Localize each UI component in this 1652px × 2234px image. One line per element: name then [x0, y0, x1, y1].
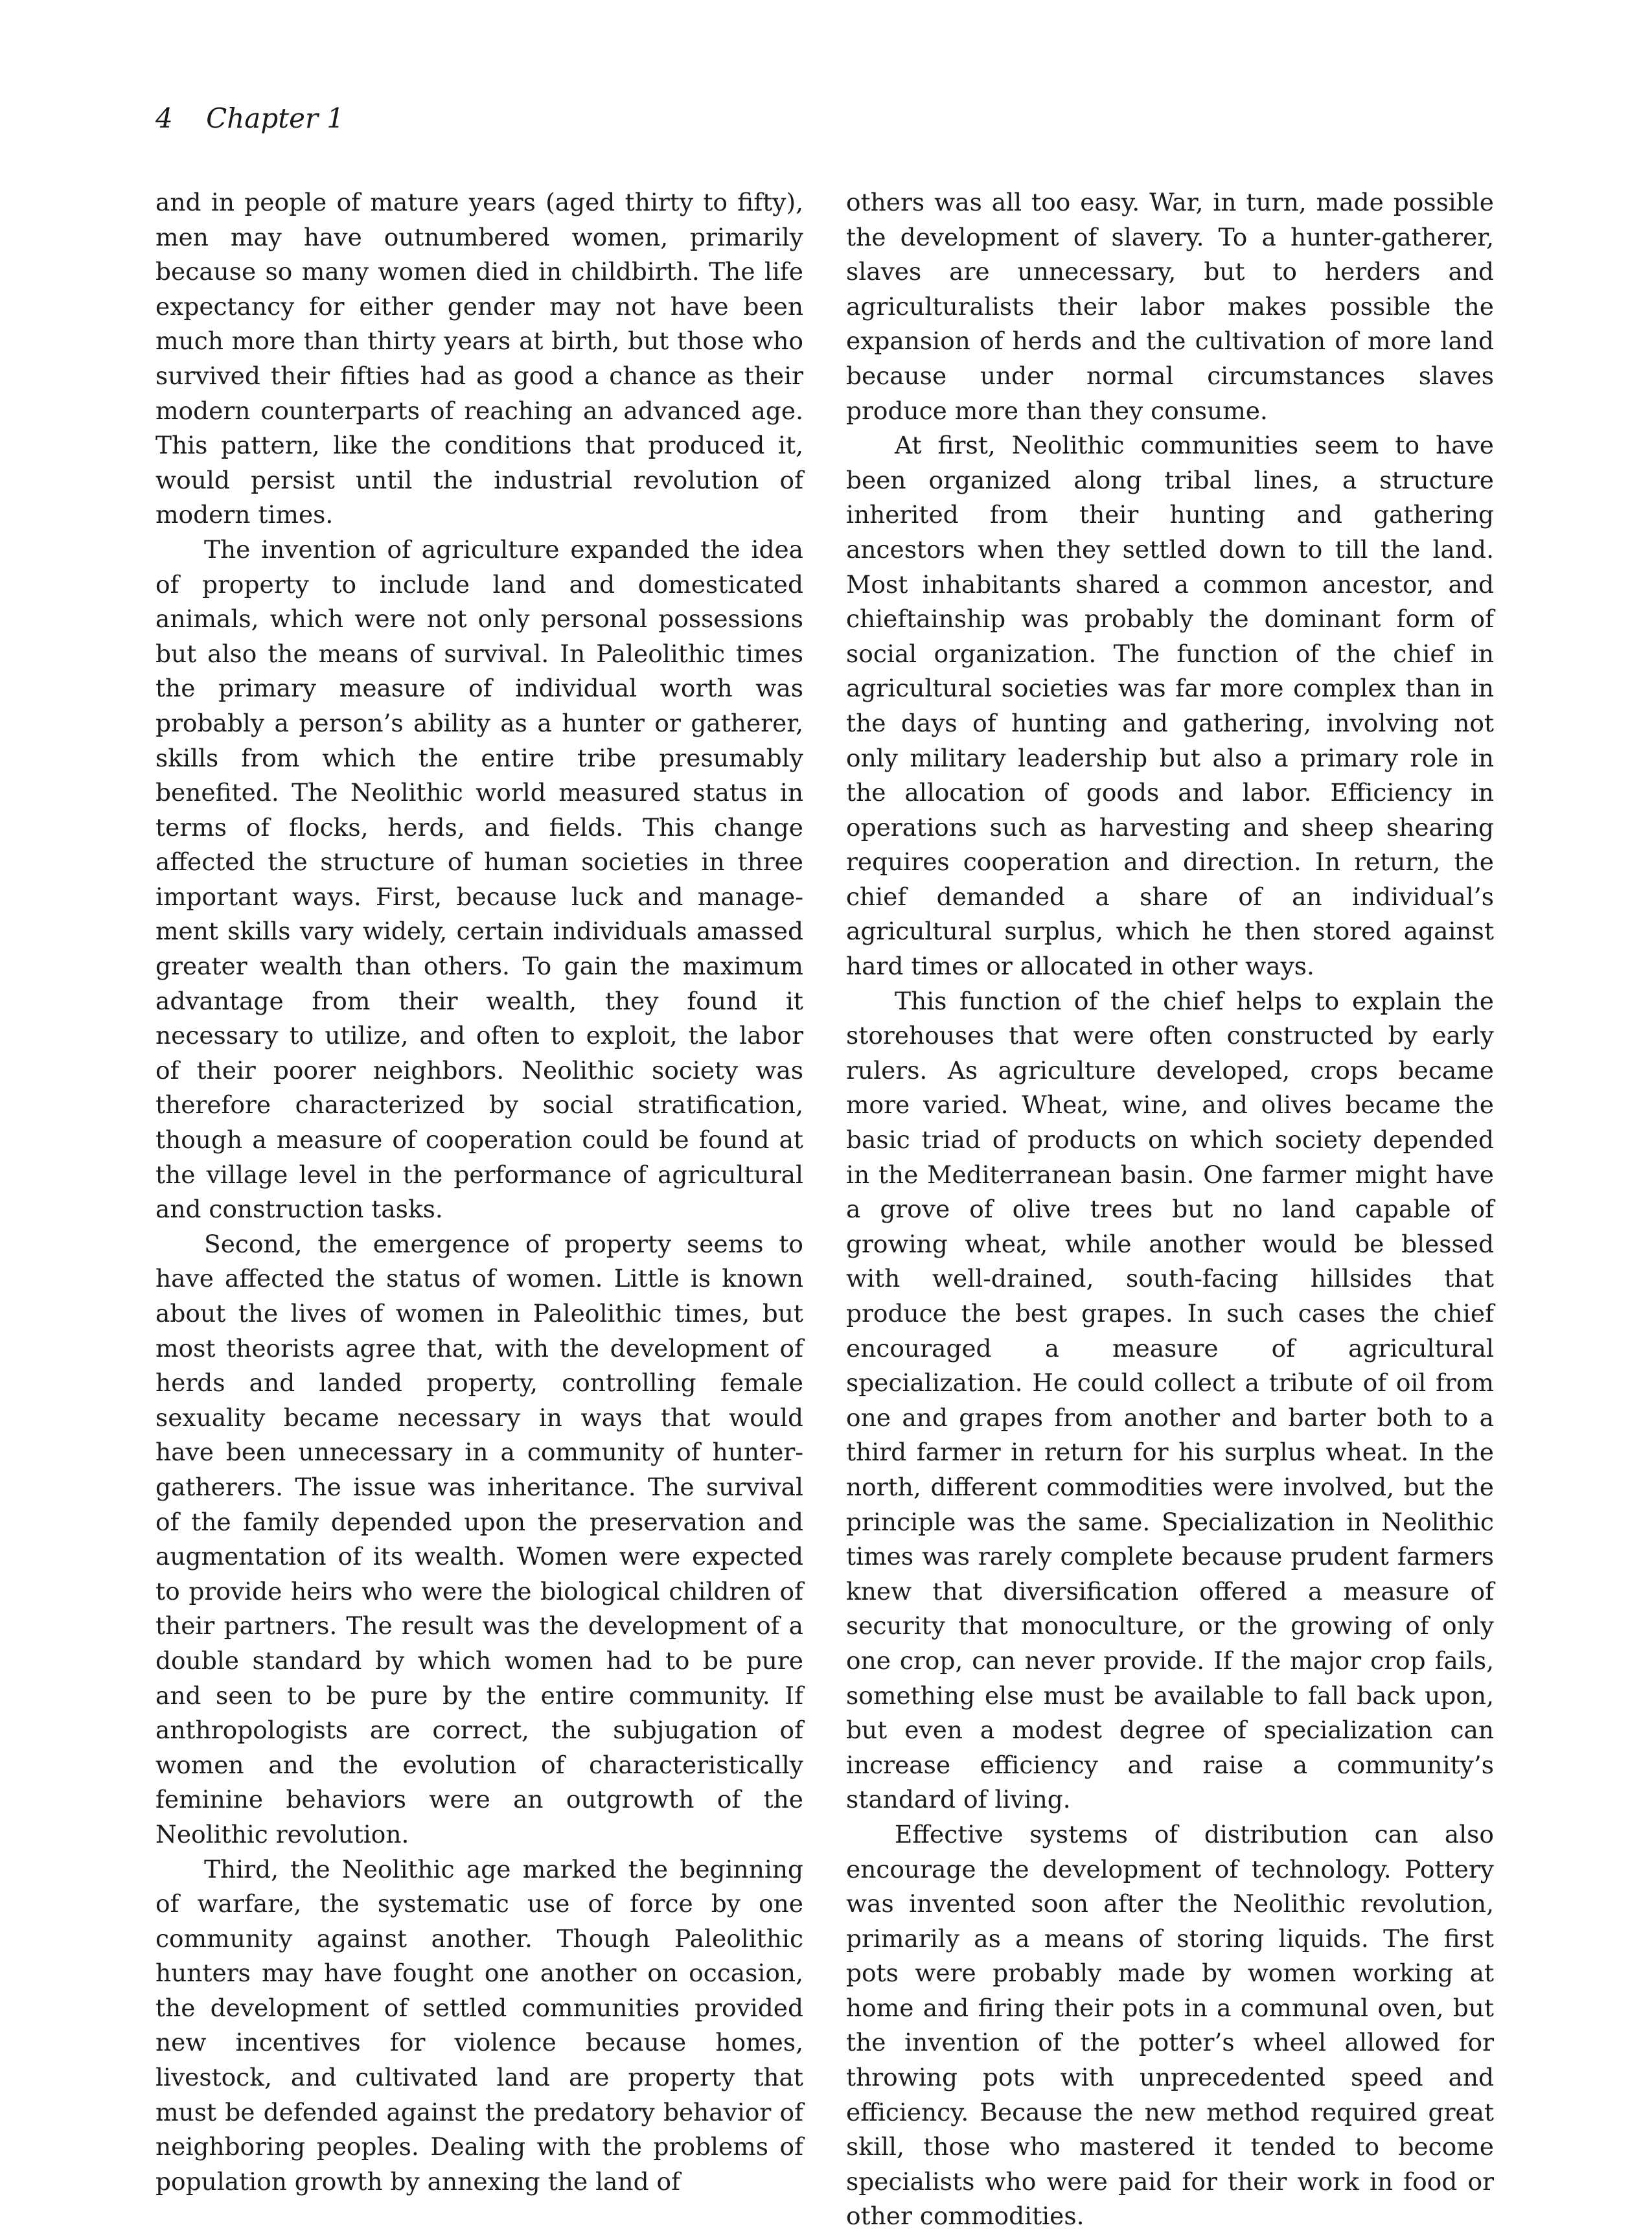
paragraph: This function of the chief helps to explain the storehouses that were often constructed by early rulers. As agriculture developed, crops became more varied. Wheat, wine, and olives became the basic triad of products on which society depended in the Mediterranean basin. One farmer might have a grove of olive trees but no land capable of growing wheat, while another would be blessed with well-drained, south-facing hillsides that produce the best grapes. In such cases the chief encouraged a measure of agricultural specialization. He could collect a tribute of oil from one and grapes from another and barter both to a third farmer in return for his surplus wheat. In the north, different commodities were involved, but the principle was the same. Specialization in Neolithic times was rarely complete because prudent farmers knew that diversification offered a measure of security that monoculture, or the growing of only one crop, can never provide. If the major crop fails, something else must be available to fall back upon, but even a modest degree of specialization can increase efficiency and raise a community’s standard of living.	[846, 986, 1494, 1814]
page-number: 4	[155, 102, 173, 134]
paragraph: and in people of mature years (aged thirty to fifty), men may have outnumbered women, primarily because so many women died in childbirth. The life expectancy for either gender may not have been much more than thirty years at birth, but those who survived their fifties had as good a chance as their modern counterparts of reaching an advanced age. This pattern, like the conditions that produced it, would persist until the industrial revolution of modern times.	[155, 188, 803, 529]
right-column	[846, 185, 1494, 2234]
chapter-label: Chapter 1	[206, 102, 345, 134]
paragraph: others was all too easy. War, in turn, made possible the development of slavery. To a hunter-gatherer, slaves are unnecessary, but to herders and agriculturalists their labor makes possible the expansion of herds and the cultivation of more land because under normal circumstances slaves produce more than they consume.	[846, 188, 1494, 425]
paragraph: The invention of agriculture expanded the idea of property to include land and domesticated animals, which were not only personal possessions but also the means of survival. In Paleolithic times the primary measure of individual worth was probably a person’s ability as a hunter or gatherer, skills from which the entire tribe presumably benefited. The Neolithic world measured status in terms of flocks, herds, and fields. This change affected the structure of human societies in three important ways. First, because luck and management skills vary widely, certain individuals amassed greater wealth than others. To gain the maximum advantage from their wealth, they found it necessary to utilize, and often to exploit, the labor of their poorer neighbors. Neolithic society was therefore characterized by social stratification, though a measure of cooperation could be found at the village level in the performance of agricultural and construction tasks.	[155, 535, 803, 1224]
paragraph: Second, the emergence of property seems to have affected the status of women. Little is known about the lives of women in Paleolithic times, but most theorists agree that, with the development of herds and landed property, controlling female sexuality became necessary in ways that would have been unnecessary in a community of hunter-gatherers. The issue was inheritance. The survival of the family depended upon the preservation and augmentation of its wealth. Women were expected to provide heirs who were the biological children of their partners. The result was the development of a double standard by which women had to be pure and seen to be pure by the entire community. If anthropologists are correct, the subjugation of women and the evolution of characteristically feminine behaviors were an outgrowth of the Neolithic revolution.	[155, 1229, 803, 1848]
paragraph: Third, the Neolithic age marked the beginning of warfare, the systematic use of force by one community against another. Though Paleolithic hunters may have fought one another on occasion, the development of settled communities provided new incentives for violence because homes, livestock, and cultivated land are property that must be defended against the predatory behavior of neighboring peoples. Dealing with the problems of population growth by annexing the land of	[155, 1854, 803, 2196]
running-head	[155, 102, 344, 134]
paragraph: At first, Neolithic communities seem to have been organized along tribal lines, a structure inherited from their hunting and gathering ancestors when they settled down to till the land. Most inhabitants shared a common ancestor, and chieftainship was probably the dominant form of social organization. The function of the chief in agricultural societies was far more complex than in the days of hunting and gathering, involving not only military leadership but also a primary role in the allocation of goods and labor. Efficiency in operations such as harvesting and sheep shearing requires cooperation and direction. In return, the chief demanded a share of an individual’s agricultural surplus, which he then stored against hard times or allocated in other ways.	[846, 431, 1494, 981]
left-column	[155, 185, 803, 2199]
paragraph: Effective systems of distribution can also encourage the development of technology. Pottery was invented soon after the Neolithic revolution, primarily as a means of storing liquids. The first pots were probably made by women working at home and firing their pots in a communal oven, but the invention of the potter’s wheel allowed for throwing pots with unprecedented speed and efficiency. Because the new method required great skill, those who mastered it tended to become specialists who were paid for their work in food or other commodities.	[846, 1819, 1494, 2231]
